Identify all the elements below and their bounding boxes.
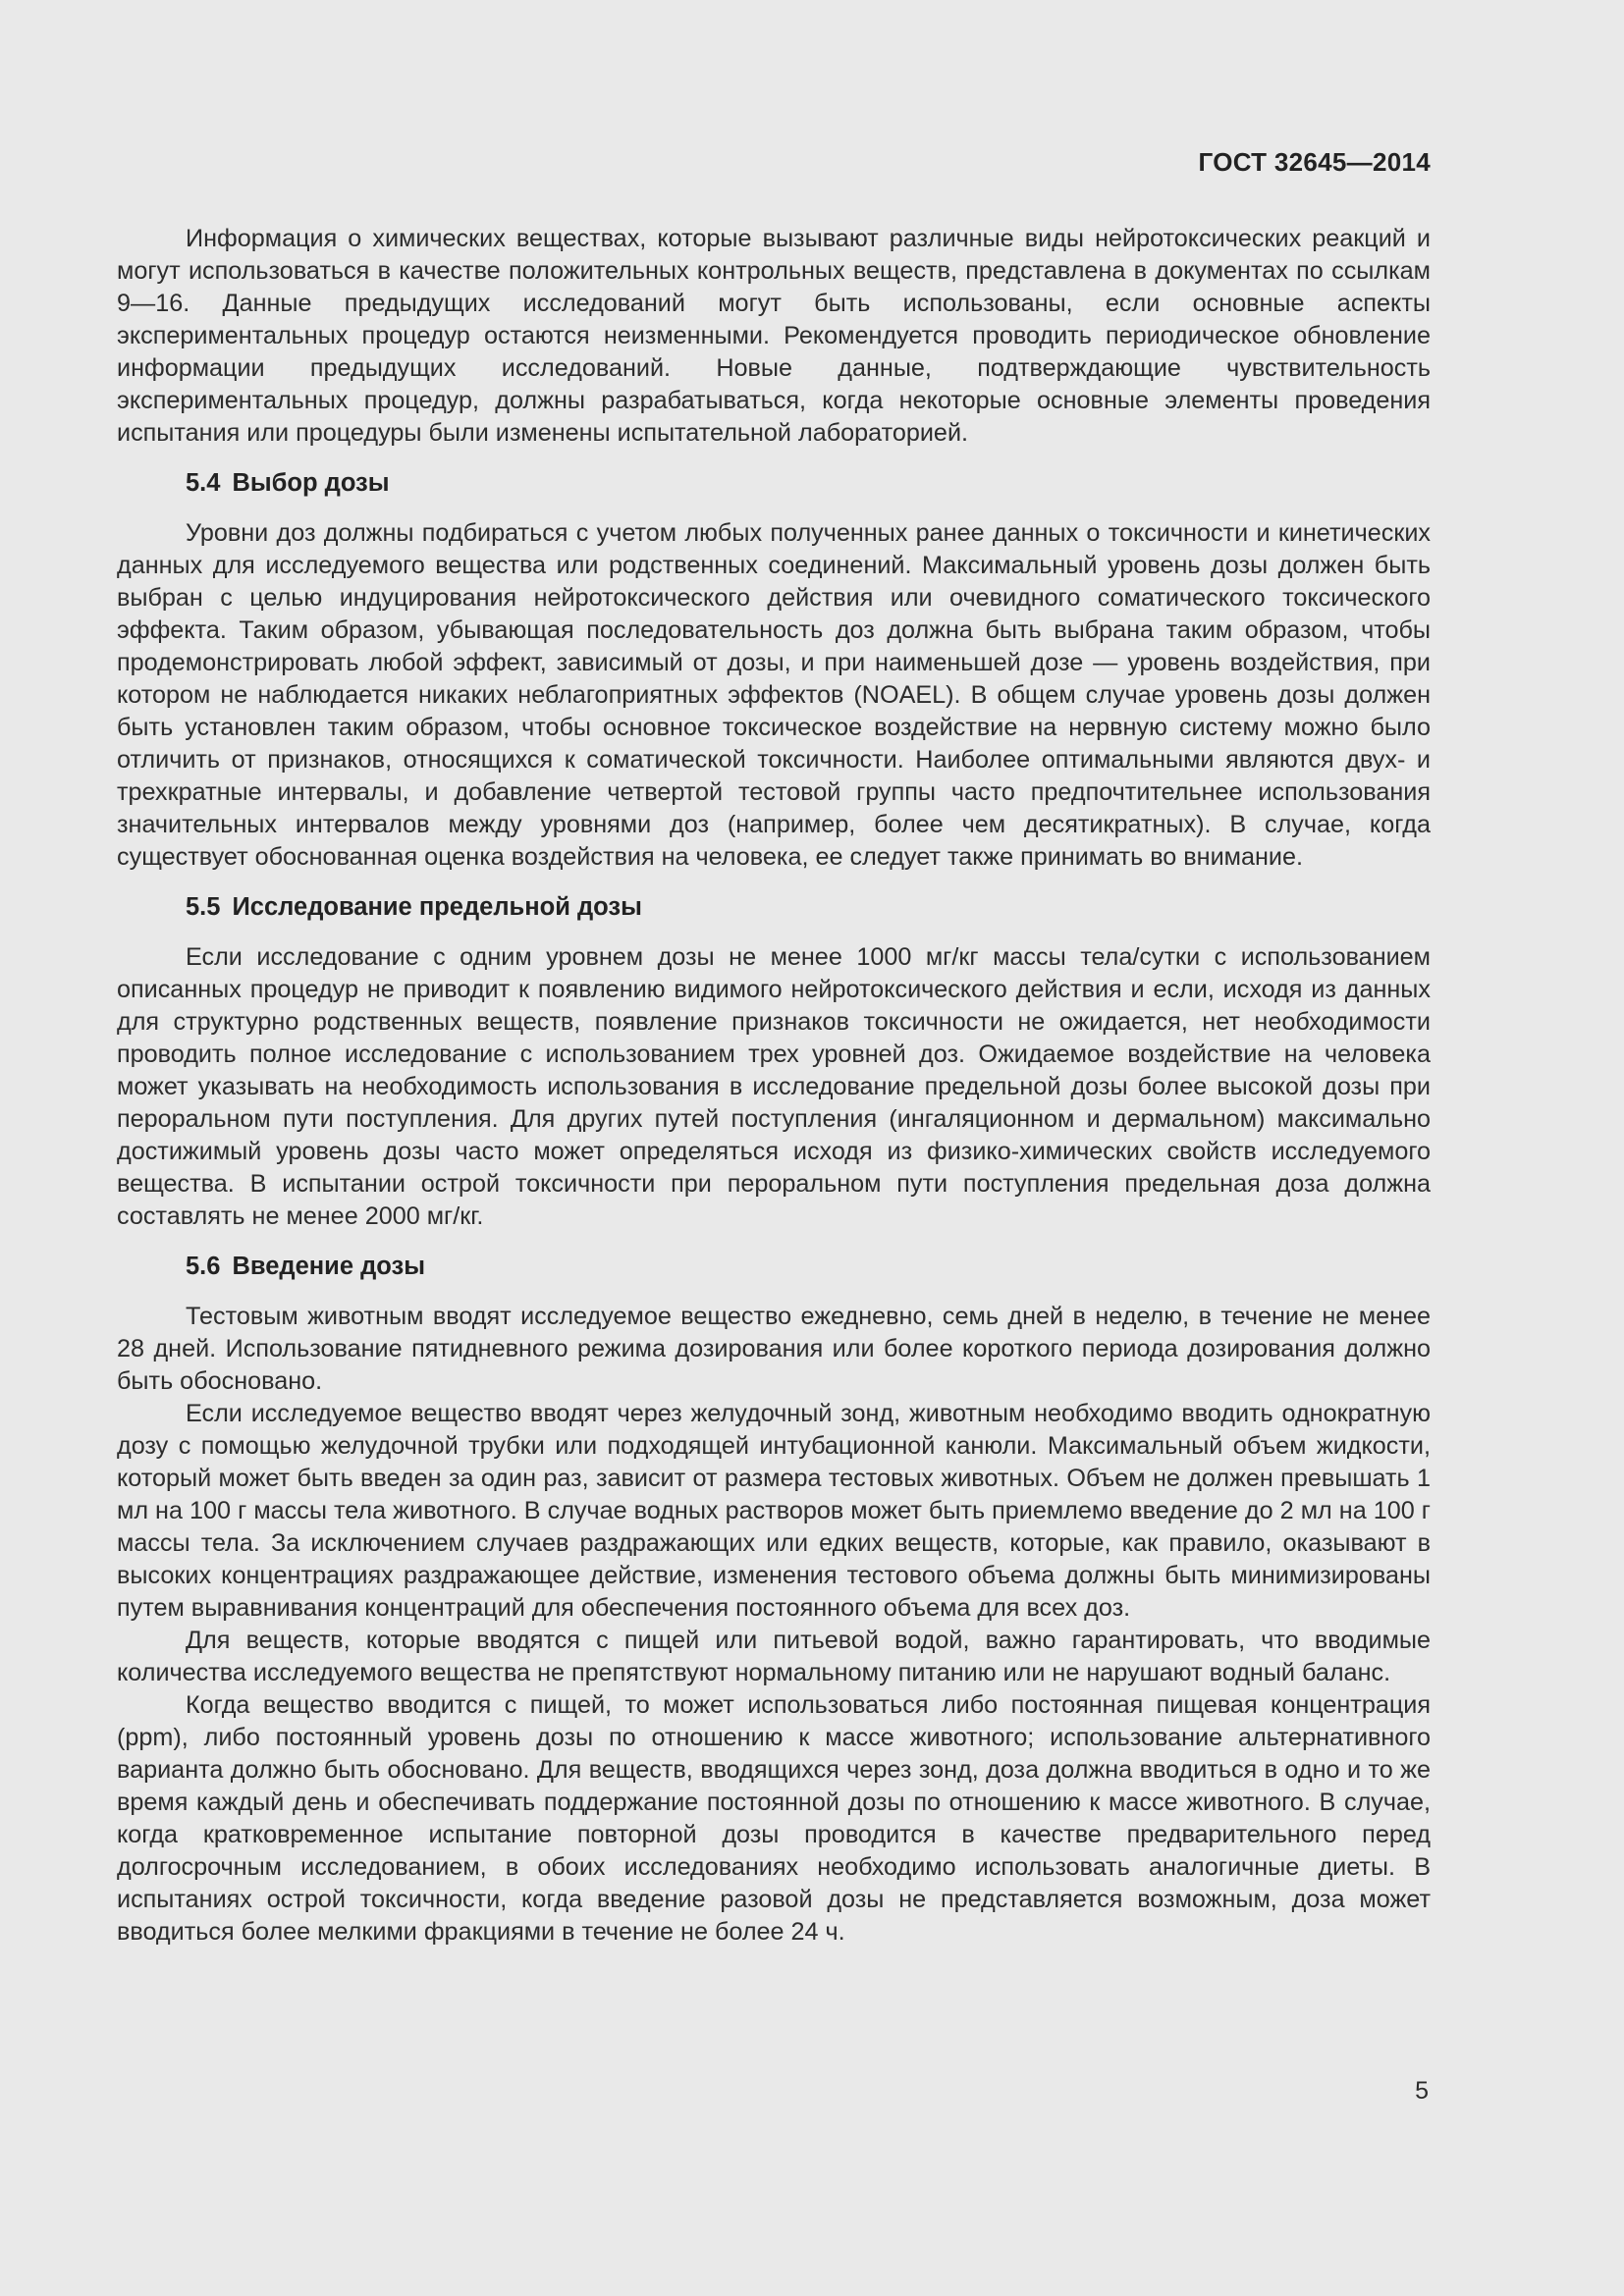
- section-number: 5.5: [186, 893, 221, 921]
- page-number: 5: [1415, 2077, 1429, 2105]
- section-title: Введение дозы: [232, 1253, 425, 1280]
- intro-paragraph: Информация о химических веществах, которые вызывают различные виды нейротоксических реакций и могут использоваться в качестве положительных контрольных веществ, представлена в документах по ссылкам 9—16. Данные предыдущих исследований могут быть использованы, если основные аспекты экспериментальных процедур остаются неизменными. Рекомендуется проводить периодическое обновление информации предыдущих исследований. Новые данные, подтверждающие чувствительность экспериментальных процедур, должны разрабатываться, когда некоторые основные элементы проведения испытания или процедуры были изменены испытательной лабораторией.: [117, 225, 1431, 447]
- section-5-4-paragraph: Уровни доз должны подбираться с учетом любых полученных ранее данных о токсичности и кинетических данных для исследуемого вещества или родственных соединений. Максимальный уровень дозы должен быть выбран с целью индуцирования нейротоксического действия или очевидного соматического токсического эффекта. Таким образом, убывающая последовательность доз должна быть выбрана таким образом, чтобы продемонстрировать любой эффект, зависимый от дозы, и при наименьшей дозе — уровень воздействия, при котором не наблюдается никаких неблагоприятных эффектов (NOAEL). В общем случае уровень дозы должен быть установлен таким образом, чтобы основное токсическое воздействие на нервную систему можно было отличить от признаков, относящихся к соматической токсичности. Наиболее оптимальными являются двух- и трехкратные интервалы, и добавление четвертой тестовой группы часто предпочтительнее использования значительных интервалов между уровнями доз (например, более чем десятикратных). В случае, когда существует обоснованная оценка воздействия на человека, ее следует также принимать во внимание.: [117, 519, 1431, 871]
- section-5-6-paragraph: Когда вещество вводится с пищей, то может использоваться либо постоянная пищевая концентрация (ppm), либо постоянный уровень дозы по отношению к массе животного; использование альтернативного варианта должно быть обосновано. Для веществ, вводящихся через зонд, доза должна вводиться в одно и то же время каждый день и обеспечивать поддержание постоянной дозы по отношению к массе животного. В случае, когда кратковременное испытание повторной дозы проводится в качестве предварительного перед долгосрочным исследованием, в обоих исследованиях необходимо использовать аналогичные диеты. В испытаниях острой токсичности, когда введение разовой дозы не представляется возможным, доза может вводиться более мелкими фракциями в течение не более 24 ч.: [117, 1691, 1431, 1946]
- standard-designation: ГОСТ 32645—2014: [1198, 147, 1431, 177]
- section-heading-5-4: [117, 467, 1431, 500]
- section-5-6-paragraph: Для веществ, которые вводятся с пищей или питьевой водой, важно гарантировать, что вводимые количества исследуемого вещества не препятствуют нормальному питанию или не нарушают водный баланс.: [117, 1627, 1431, 1686]
- section-title: Выбор дозы: [232, 469, 390, 497]
- page-content: [117, 223, 1431, 1949]
- section-5-6-paragraph: Тестовым животным вводят исследуемое вещество ежедневно, семь дней в неделю, в течение не менее 28 дней. Использование пятидневного режима дозирования или более короткого периода дозирования должно быть обосновано.: [117, 1303, 1431, 1395]
- section-5-5-paragraph: Если исследование с одним уровнем дозы не менее 1000 мг/кг массы тела/сутки с использованием описанных процедур не приводит к появлению видимого нейротоксического действия и если, исходя из данных для структурно родственных веществ, появление признаков токсичности не ожидается, нет необходимости проводить полное исследование с использованием трех уровней доз. Ожидаемое воздействие на человека может указывать на необходимость использования в исследование предельной дозы более высокой дозы при пероральном пути поступления. Для других путей поступления (ингаляционном и дермальном) максимально достижимый уровень дозы часто может определяться исходя из физико-химических свойств исследуемого вещества. В испытании острой токсичности при пероральном пути поступления предельная доза должна составлять не менее 2000 мг/кг.: [117, 943, 1431, 1230]
- section-heading-5-6: [117, 1251, 1431, 1283]
- section-5-6-paragraph: Если исследуемое вещество вводят через желудочный зонд, животным необходимо вводить однократную дозу с помощью желудочной трубки или подходящей интубационной канюли. Максимальный объем жидкости, который может быть введен за один раз, зависит от размера тестовых животных. Объем не должен превышать 1 мл на 100 г массы тела животного. В случае водных растворов может быть приемлемо введение до 2 мл на 100 г массы тела. За исключением случаев раздражающих или едких веществ, которые, как правило, оказывают в высоких концентрациях раздражающее действие, изменения тестового объема должны быть минимизированы путем выравнивания концентраций для обеспечения постоянного объема для всех доз.: [117, 1400, 1431, 1622]
- section-heading-5-5: [117, 891, 1431, 924]
- section-number: 5.4: [186, 469, 221, 497]
- section-title: Исследование предельной дозы: [232, 893, 642, 921]
- section-number: 5.6: [186, 1253, 221, 1280]
